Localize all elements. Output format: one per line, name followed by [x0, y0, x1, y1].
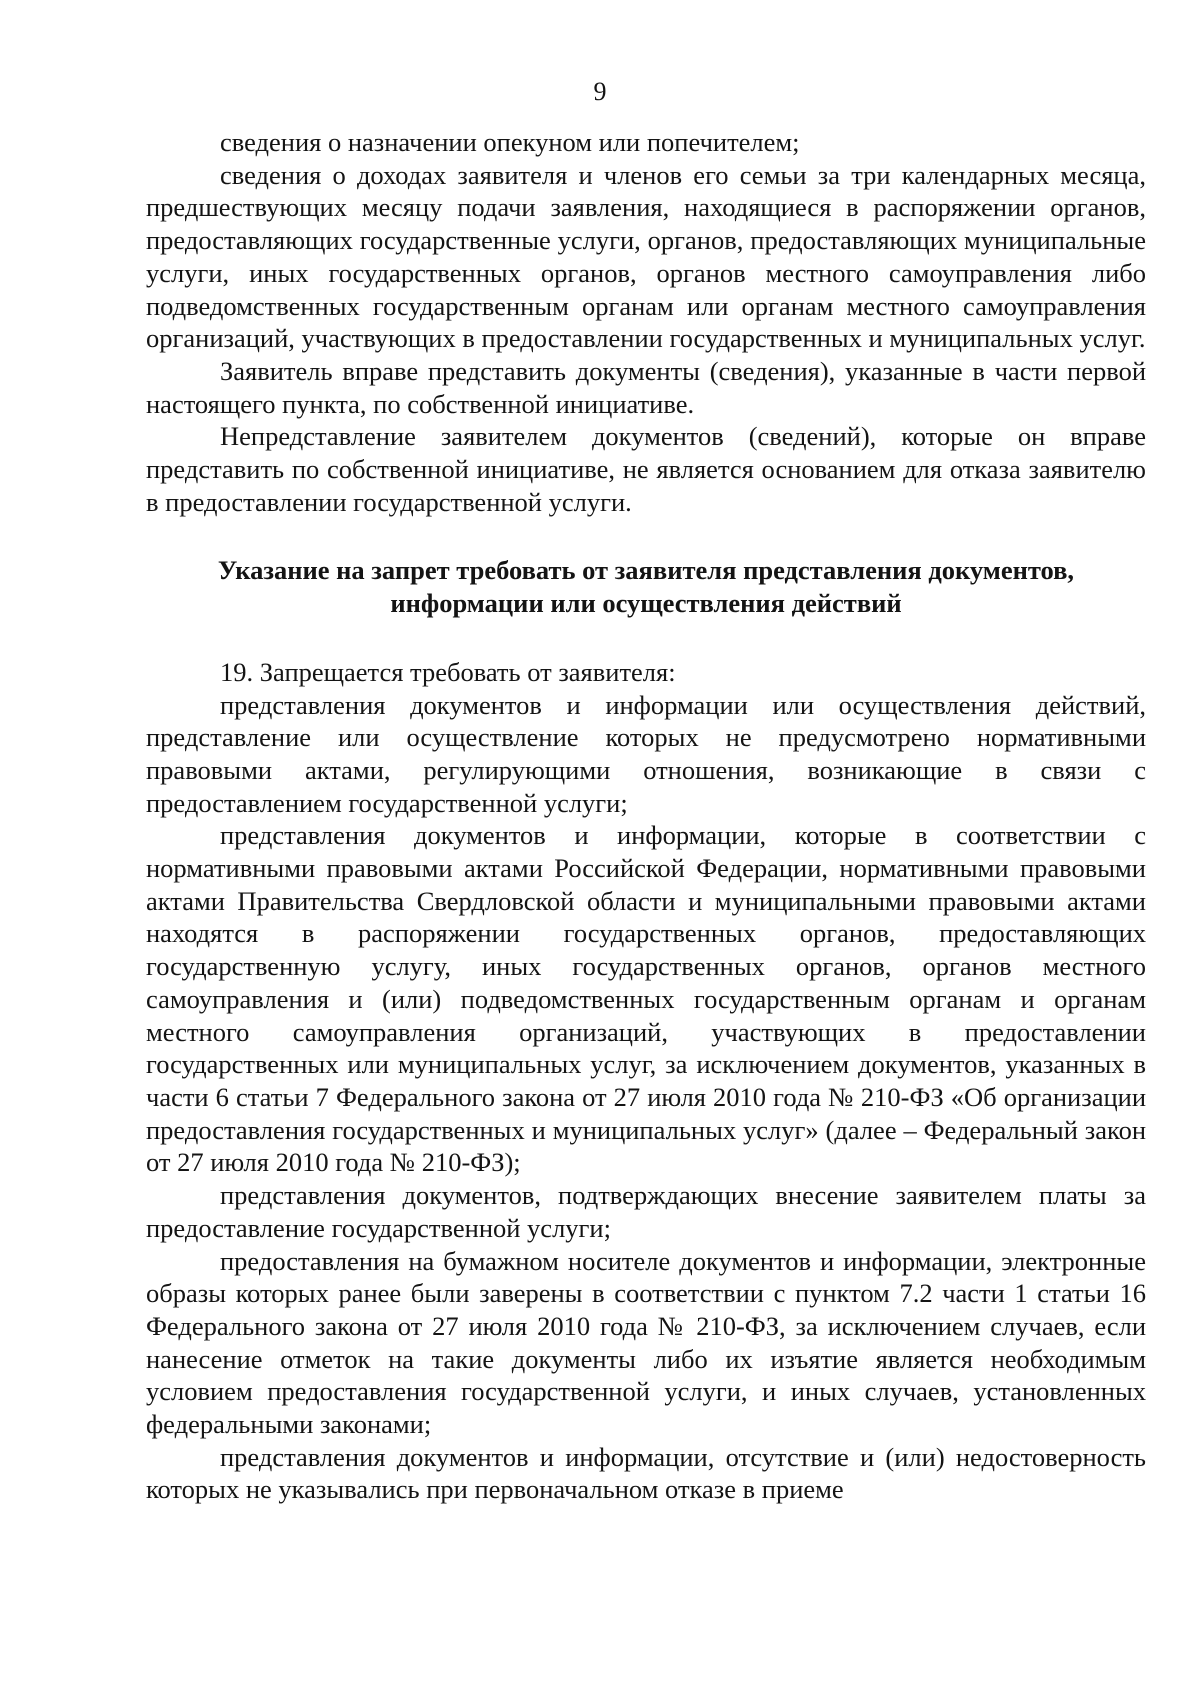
section-heading-line-2: информации или осуществления действий: [390, 588, 902, 619]
paragraph-income-info: сведения о доходах заявителя и членов его семьи за три календарных месяца, предшествующих месяцу подачи заявления, находящиеся в распоряжении органов, предоставляющих государственные услуги, органов, предоставляющих муниципальные услуги, иных государственных органов, органов местного самоуправления либо подведомственных государственным органам или органам местного самоуправления организаций, участвующих в предоставлении государственных и муниципальных услуг.: [146, 159, 1146, 354]
paragraph-prohibition-3: представления документов, подтверждающих внесение заявителем платы за предоставление государственной услуги;: [146, 1180, 1146, 1243]
paragraph-prohibition-4: предоставления на бумажном носителе документов и информации, электронные образы которых ранее были заверены в соответствии с пунктом 7.2 части 1 статьи 16 Федерального закона от 27 июля 2010 года № 210-ФЗ, за исключением случаев, если нанесение отметок на такие документы либо их изъятие является необходимым условием предоставления государственной услуги, и иных случаев, установленных федеральными законами;: [146, 1245, 1146, 1440]
page-number: 9: [593, 77, 607, 106]
spacer: [146, 620, 1146, 656]
section-heading-line-1: Указание на запрет требовать от заявителя представления документов,: [217, 555, 1075, 586]
paragraph-guardian-info: сведения о назначении опекуном или попечителем;: [220, 127, 800, 157]
paragraph-prohibition-5: представления документов и информации, отсутствие и (или) недостоверность которых не указывались при первоначальном отказе в приеме: [146, 1441, 1146, 1505]
paragraph-non-submission: Непредставление заявителем документов (сведений), которые он вправе представить по собственной инициативе, не является основанием для отказа заявителю в предоставлении государственной услуги.: [146, 421, 1146, 517]
spacer: [146, 518, 1146, 554]
section-heading: [146, 554, 1146, 619]
paragraph-prohibition-2: представления документов и информации, которые в соответствии с нормативными правовыми актами Российской Федерации, нормативными правовыми актами Правительства Свердловской области и муниципальными правовыми актами находятся в распоряжении государственных органов, предоставляющих государственную услугу, иных государственных органов, органов местного самоуправления и (или) подведомственных государственным органам и органам местного самоуправления организаций, участвующих в предоставлении государственных или муниципальных услуг, за исключением документов, указанных в части 6 статьи 7 Федерального закона от 27 июля 2010 года № 210-ФЗ «Об организации предоставления государственных и муниципальных услуг» (далее – Федеральный закон от 27 июля 2010 года № 210-ФЗ);: [146, 820, 1146, 1178]
paragraph-applicant-right: Заявитель вправе представить документы (сведения), указанные в части первой настоящего пункта, по собственной инициативе.: [146, 355, 1146, 419]
paragraph-item-19: 19. Запрещается требовать от заявителя:: [220, 656, 676, 687]
paragraph-prohibition-1: представления документов и информации или осуществления действий, представление или осуществление которых не предусмотрено нормативными правовыми актами, регулирующими отношения, возникающие в связи с предоставлением государственной услуги;: [146, 689, 1146, 818]
document-body: [146, 126, 1146, 1506]
